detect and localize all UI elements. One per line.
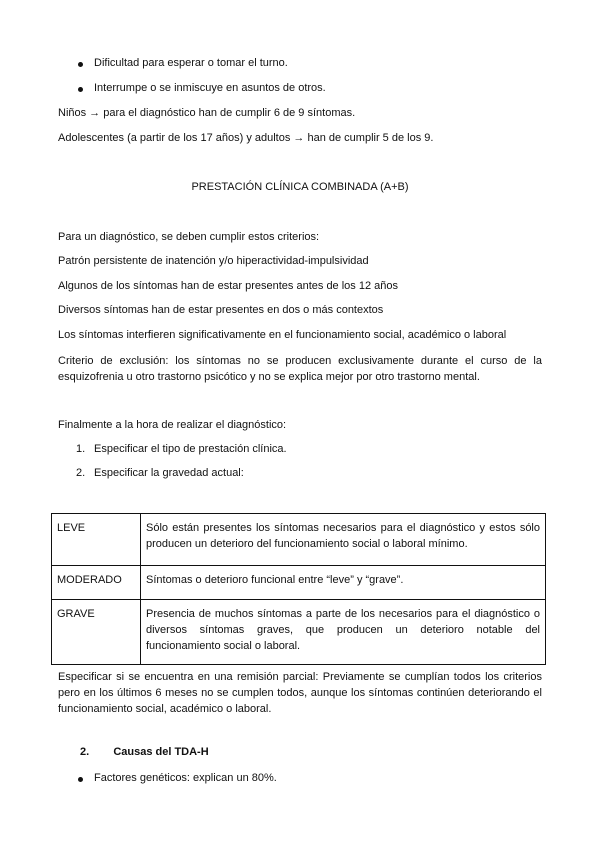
table-row [52,600,546,665]
list-item: Dificultad para esperar o tomar el turno. [94,57,288,69]
severity-description: Presencia de muchos síntomas a parte de los necesarios para el diagnóstico o diversos síntomas graves, que producen un deterioro notable del funcionamiento social o laboral. [141,600,546,665]
criterion-item: Algunos de los síntomas han de estar presentes antes de los 12 años [58,280,398,292]
severity-table [51,513,546,665]
criteria-adults: Adolescentes (a partir de los 17 años) y adultos → han de cumplir 5 de los 9. [58,132,434,144]
section-heading [80,746,209,758]
step-text: Especificar el tipo de prestación clínica. [94,443,287,455]
table-row [52,514,546,566]
section-title: PRESTACIÓN CLÍNICA COMBINADA (A+B) [191,181,409,193]
severity-level: MODERADO [52,566,141,600]
table-row [52,566,546,600]
criterion-item: Diversos síntomas han de estar presentes en dos o más contextos [58,304,384,316]
criterion-item: Patrón persistente de inatención y/o hiperactividad-impulsividad [58,255,369,267]
severity-level: GRAVE [52,600,141,665]
step-text: Especificar la gravedad actual: [94,467,244,479]
criterion-item: Los síntomas interfieren significativamente en el funcionamiento social, académico o laboral [58,329,507,341]
list-item: Interrumpe o se inmiscuye en asuntos de otros. [94,82,326,94]
list-item: Factores genéticos: explican un 80%. [94,772,277,784]
severity-description: Síntomas o deterioro funcional entre “leve” y “grave”. [141,566,546,600]
severity-level: LEVE [52,514,141,566]
partial-remission: Especificar si se encuentra en una remisión parcial: Previamente se cumplían todos los criterios pero en los últimos 6 meses no se cumplen todos, aunque los síntomas continúen deteriorando el funcionamiento social, académico o laboral. [58,671,542,715]
criteria-children: Niños → para el diagnóstico han de cumplir 6 de 9 síntomas. [58,107,356,119]
heading-number: 2. [80,746,90,758]
final-intro: Finalmente a la hora de realizar el diagnóstico: [58,419,287,431]
severity-description: Sólo están presentes los síntomas necesarios para el diagnóstico y estos sólo producen un deterioro del funcionamiento social o laboral mínimo. [141,514,546,566]
step-number: 1. [76,443,86,455]
heading-title: Causas del TDA-H [113,746,209,758]
exclusion-criterion: Criterio de exclusión: los síntomas no se producen exclusivamente durante el curso de la esquizofrenia u otro trastorno psicótico y no se explica mejor por otro trastorno mental. [58,355,542,383]
numbered-step [76,443,287,455]
criteria-intro: Para un diagnóstico, se deben cumplir estos criterios: [58,231,320,243]
step-number: 2. [76,467,86,479]
numbered-step [76,467,244,479]
